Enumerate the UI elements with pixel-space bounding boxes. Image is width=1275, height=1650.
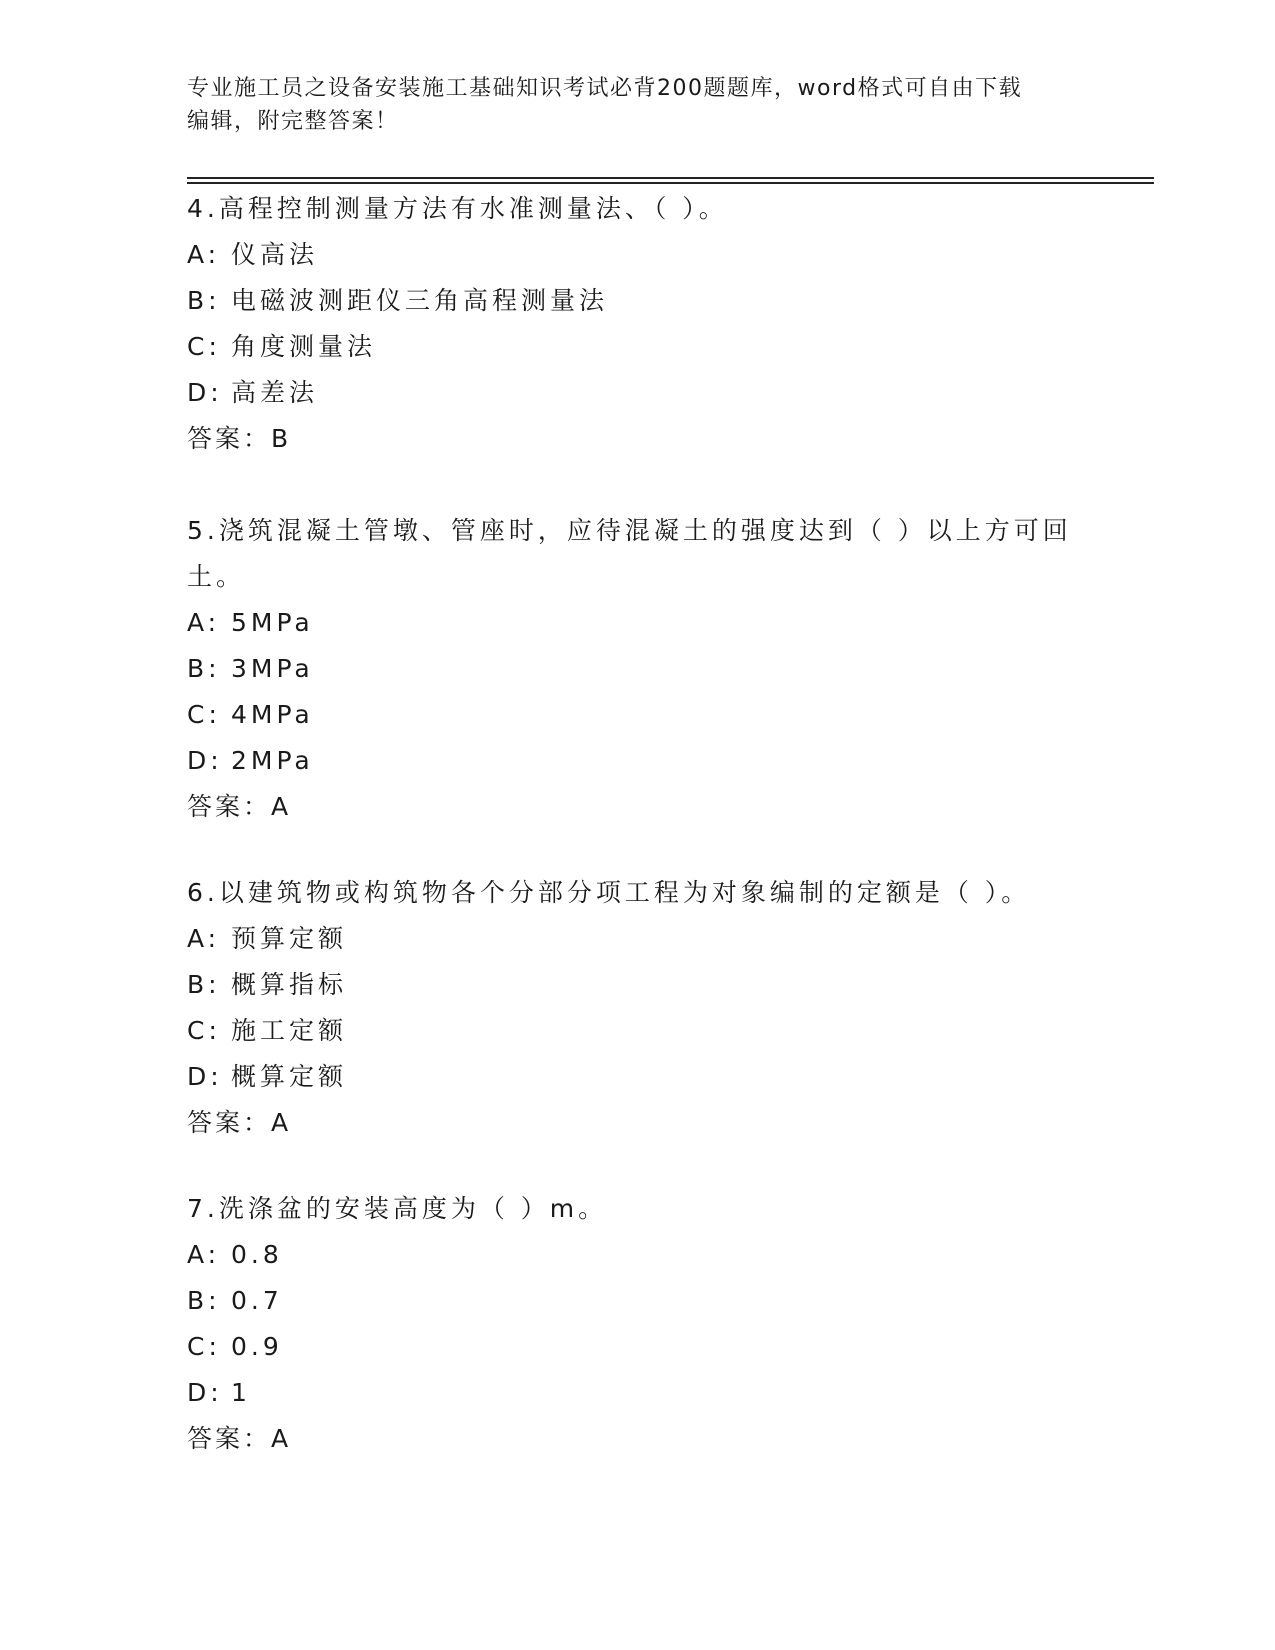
question-7 [187,1186,1087,1462]
option-d [187,1370,1087,1416]
question-5 [187,508,1087,830]
question-4 [187,186,1087,462]
option-a [187,600,1087,646]
option-text: 0.8 [231,1240,283,1269]
option-letter: B: [187,654,221,683]
option-c [187,1008,1087,1054]
question-6 [187,870,1087,1146]
option-a [187,1232,1087,1278]
document-header [187,72,1087,138]
option-c [187,1324,1087,1370]
option-b [187,962,1087,1008]
option-letter: C: [187,700,221,729]
header-line-2: 编辑，附完整答案！ [187,109,399,134]
option-text: 概算定额 [231,1062,348,1091]
option-b [187,278,1087,324]
option-text: 仪高法 [231,240,319,269]
option-text: 0.7 [231,1286,283,1315]
option-c [187,324,1087,370]
option-b [187,646,1087,692]
question-stem: 7.洗涤盆的安装高度为（ ）m。 [187,1194,608,1223]
option-text: 角度测量法 [231,332,377,361]
option-a [187,232,1087,278]
option-d [187,738,1087,784]
option-letter: C: [187,1332,221,1361]
option-d [187,1054,1087,1100]
answer: 答案：B [187,424,292,453]
option-text: 施工定额 [231,1016,348,1045]
option-letter: A: [187,1240,221,1269]
option-text: 1 [231,1378,251,1407]
option-letter: D: [187,1062,223,1091]
option-text: 高差法 [231,378,319,407]
option-a [187,916,1087,962]
option-text: 5MPa [231,608,314,637]
option-text: 4MPa [231,700,314,729]
option-letter: D: [187,746,223,775]
option-letter: A: [187,924,221,953]
question-stem: 5.浇筑混凝土管墩、管座时，应待混凝土的强度达到（ ）以上方可回土。 [187,516,1072,591]
option-text: 2MPa [231,746,314,775]
option-text: 0.9 [231,1332,283,1361]
option-letter: B: [187,1286,221,1315]
header-divider-top [187,177,1154,179]
option-text: 电磁波测距仪三角高程测量法 [231,286,609,315]
question-stem: 6.以建筑物或构筑物各个分部分项工程为对象编制的定额是（ ）。 [187,878,1031,907]
option-text: 3MPa [231,654,314,683]
option-letter: D: [187,378,223,407]
header-line-1: 专业施工员之设备安装施工基础知识考试必背200题题库，word格式可自由下载 [187,76,1023,101]
option-letter: C: [187,1016,221,1045]
option-c [187,692,1087,738]
option-letter: B: [187,970,221,999]
option-text: 预算定额 [231,924,348,953]
answer: 答案：A [187,1108,292,1137]
answer: 答案：A [187,792,292,821]
option-b [187,1278,1087,1324]
option-text: 概算指标 [231,970,348,999]
option-letter: B: [187,286,221,315]
option-letter: A: [187,240,221,269]
answer: 答案：A [187,1424,292,1453]
option-letter: C: [187,332,221,361]
option-letter: A: [187,608,221,637]
option-d [187,370,1087,416]
option-letter: D: [187,1378,223,1407]
header-divider-bottom [187,182,1154,184]
question-stem: 4.高程控制测量方法有水准测量法、（ ）。 [187,194,728,223]
